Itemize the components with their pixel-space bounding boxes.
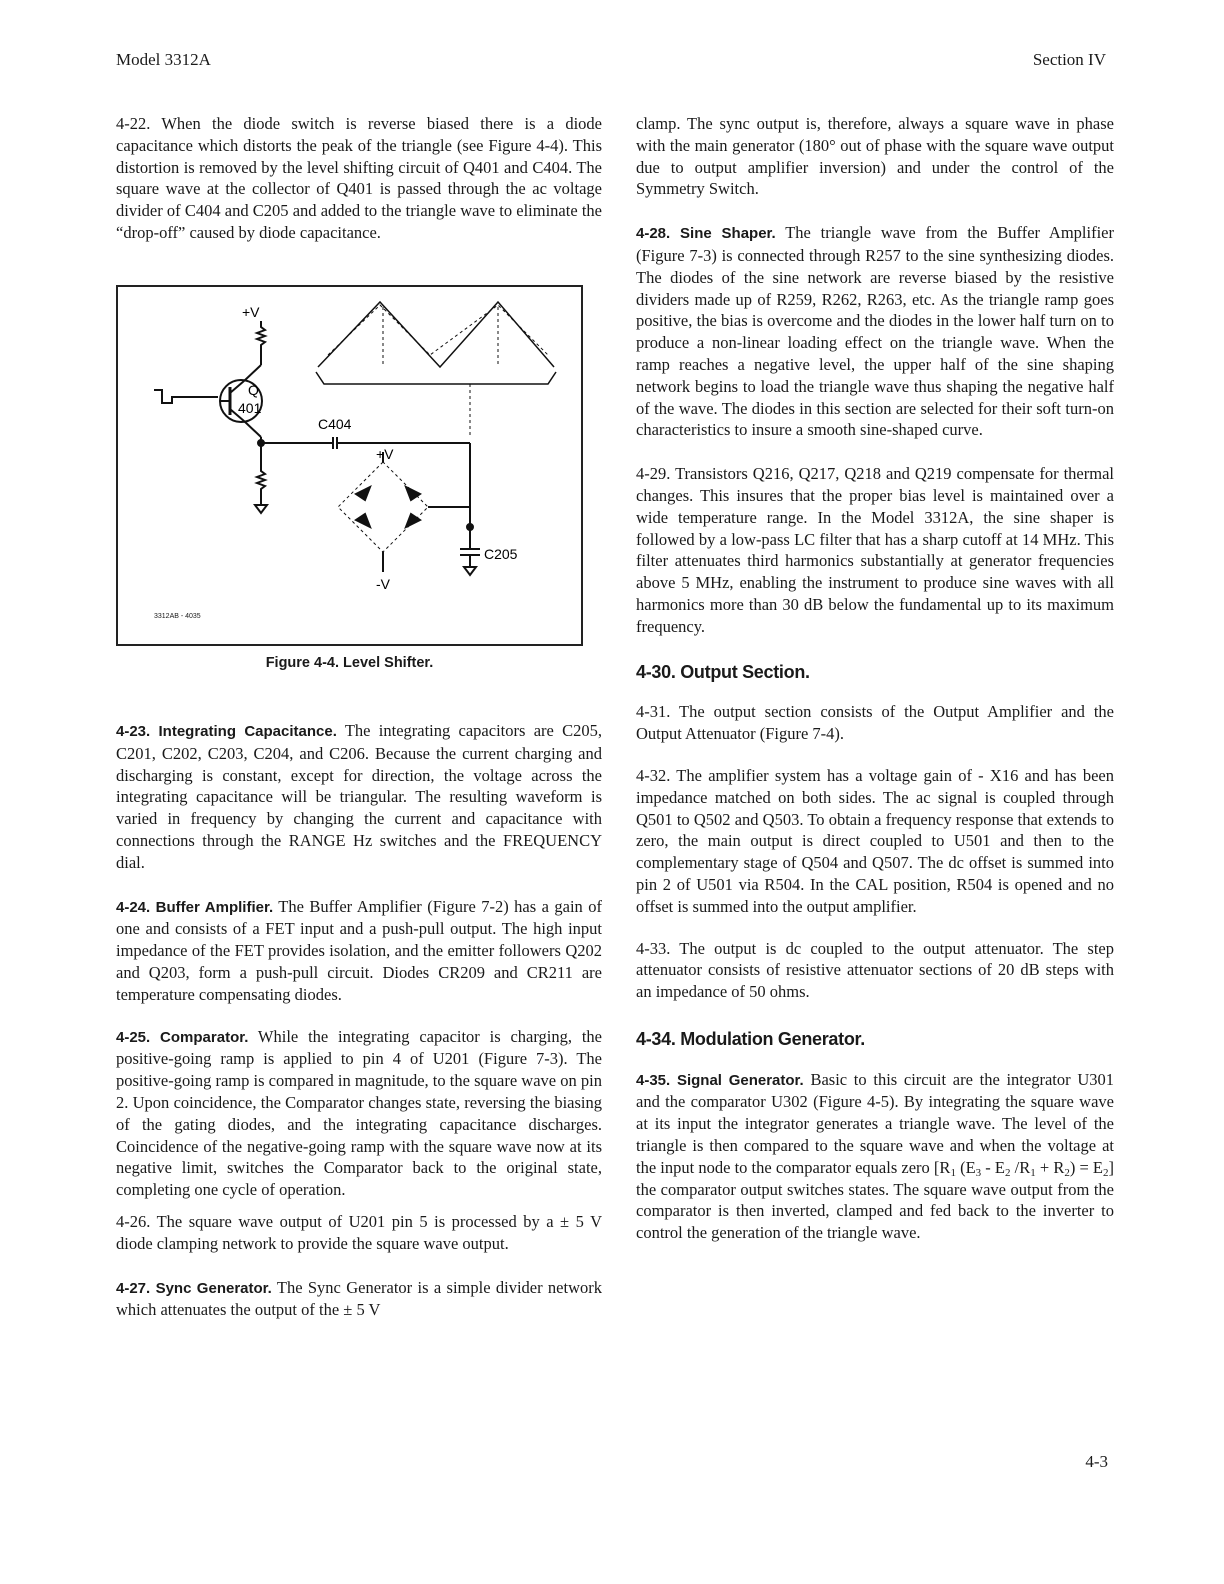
heading-4-25: 4-25. Comparator. [116, 1028, 249, 1046]
paragraph-4-33: 4-33. The output is dc coupled to the output attenuator. The step attenuator consists of resistive attenuator sections of 20 dB steps with an impedance of 50 ohms. [636, 938, 1114, 1002]
triangle-wave-ideal [318, 302, 554, 367]
diode-4 [406, 514, 420, 527]
triangle-wave-distorted [328, 305, 548, 355]
diode-bridge [338, 462, 428, 552]
input-pulse-symbol [154, 390, 218, 403]
diode-1 [356, 487, 370, 500]
label-vminus: -V [376, 576, 390, 592]
level-shifter-schematic [118, 287, 581, 644]
label-vplus-mid: +V [376, 446, 394, 462]
figure-id: 3312AB - 4035 [154, 613, 201, 620]
paragraph-4-32: 4-32. The amplifier system has a voltage gain of - X16 and has been impedance matched on both sides. The ac signal is coupled through Q501 to Q502 and Q503. To obtain a frequency response that extends to zero, the main output is direct coupled to U501 and then to the complementary stage of Q504 and Q507. The dc offset is summed into pin 2 of U501 via R504. In the CAL position, R504 is opened and no offset is summed into the output amplifier. [636, 765, 1114, 916]
paragraph-4-24: 4-24. Buffer Amplifier. The Buffer Amplifier (Figure 7-2) has a gain of one and consists of a FET input and a push-pull output. The high input impedance of the FET provides isolation, and the emitter followers Q202 and Q203, form a push-pull circuit. Diodes CR209 and CR211 are temperature compensating diodes. [116, 896, 603, 1004]
paragraph-4-29: 4-29. Transistors Q216, Q217, Q218 and Q219 compensate for thermal changes. This insures that the proper bias level is maintained over a wide temperature range. In the Model 3312A, the sine shaper is followed by a low-pass LC filter that has a sharp cutoff at 14 MHz. This filter attenuates third harmonics substantially at generator frequencies above 5 MHz, enabling the instrument to produce sine waves with all harmonics more than 30 dB below the fundamental up to its maximum frequency. [636, 464, 1114, 636]
resistor-top [257, 321, 265, 349]
resistor-bottom [257, 467, 265, 499]
figure-level-shifter [116, 285, 583, 646]
right-column [636, 113, 1114, 1244]
paragraph-4-27: 4-27. Sync Generator. The Sync Generator is a simple divider network which attenuates the output of the ± 5 V [116, 1277, 603, 1320]
paragraph-4-31: 4-31. The output section consists of the Output Amplifier and the Output Attenuator (Figure 7-4). [636, 702, 1114, 744]
section-heading-4-34: 4-34. Modulation Generator. [636, 1028, 865, 1049]
section-heading-4-30: 4-30. Output Section. [636, 661, 810, 682]
heading-4-23: 4-23. Integrating Capacitance. [116, 723, 337, 740]
heading-4-27: 4-27. Sync Generator. [116, 1279, 272, 1297]
heading-4-24: 4-24. Buffer Amplifier. [116, 898, 274, 916]
figure-caption: Figure 4-4. Level Shifter. [265, 655, 434, 671]
paragraph-4-35: 4-35. Signal Generator. Basic to this circuit are the integrator U301 and the comparator U302 (Figure 4-5). By integrating the square wave at its input the integrator generates a triangle wave. The level of the triangle is then compared to the square wave and when the voltage at the input node to the comparator equals zero [$R_1$ ($E_3 - E_2$ $/R_1 + R_2) = E_2$] the comparator output switches states. The square wave output from the comparator is then inverted, clamped and fed back to the inverter to control the generation of the triangle wave. [636, 1069, 1114, 1243]
diode-3 [356, 514, 370, 527]
header-model: Model 3312A [116, 50, 211, 69]
header-section: Section IV [1032, 50, 1106, 69]
label-c404: C404 [318, 416, 352, 432]
paragraph-4-28: 4-28. Sine Shaper. The triangle wave from the Buffer Amplifier (Figure 7-3) is connected through R257 to the sine synthesizing diodes. The diodes of the sine network are reverse biased by the resistive dividers made up of R259, R262, R263, etc. As the triangle ramp goes positive, the bias is overcome and the diodes in the lower half turn on to produce a non-linear loading effect on the triangle wave. When the ramp reaches a negative level, the upper half of the sine shaping network begins to load the triangle wave thus shaping the negative half of the wave. The diodes in this section are selected for their soft turn-on characteristics to insure a smooth sine-shaped curve. [636, 223, 1114, 440]
ground-symbol-right [464, 567, 476, 575]
paragraph-4-23: 4-23. Integrating Capacitance. The integrating capacitors are C205, C201, C202, C203, C204, and C206. Because the current charging and discharging is constant, except for direction, the voltage across the integrating capacitance will be triangular. The resulting waveform is varied in frequency by changing the current and capacitance with connections through the RANGE Hz switches and the FREQUENCY dial. [116, 721, 602, 872]
label-q-number: 401 [238, 400, 262, 416]
page-number: 4-3 [1085, 1452, 1108, 1471]
heading-4-28: 4-28. Sine Shaper. [636, 225, 776, 243]
left-column-bottom [116, 720, 602, 1321]
paragraph-4-25: 4-25. Comparator. While the integrating capacitor is charging, the positive-going ramp is applied to pin 4 of U201 (Figure 7-3). The positive-going ramp is compared in magnitude, to the square wave on pin 2. Upon coincidence, the Comparator changes state, reversing the biasing of the gating diodes, and the integrating capacitance discharges. Coincidence of the negative-going ramp with the square wave now at its negative limit, switches the Comparator back to the original state, completing one cycle of operation. [116, 1026, 602, 1200]
paragraph-4-22: 4-22. When the diode switch is reverse biased there is a diode capacitance which distorts the peak of the triangle (see Figure 4-4). This distortion is removed by the level shifting circuit of Q401 and C404. The square wave at the collector of Q401 is passed through the ac voltage divider of C404 and C205 and added to the triangle wave to eliminate the “drop-off” caused by diode capacitance. [116, 114, 602, 242]
label-q: Q [248, 382, 259, 398]
left-column-top [116, 113, 602, 244]
paragraph-4-26: 4-26. The square wave output of U201 pin 5 is processed by a ± 5 V diode clamping network to provide the square wave output. [116, 1211, 602, 1253]
ground-symbol-left [255, 505, 267, 513]
heading-4-35: 4-35. Signal Generator. [636, 1071, 804, 1089]
diode-2 [406, 487, 420, 500]
square-wave-bracket [316, 372, 556, 384]
paragraph-4-27-continued: clamp. The sync output is, therefore, always a square wave in phase with the main generator (180° out of phase with the square wave output due to output amplifier inversion) and under the control of the Symmetry Switch. [636, 114, 1114, 199]
label-c205: C205 [484, 546, 518, 562]
label-vplus-top: +V [242, 304, 260, 320]
